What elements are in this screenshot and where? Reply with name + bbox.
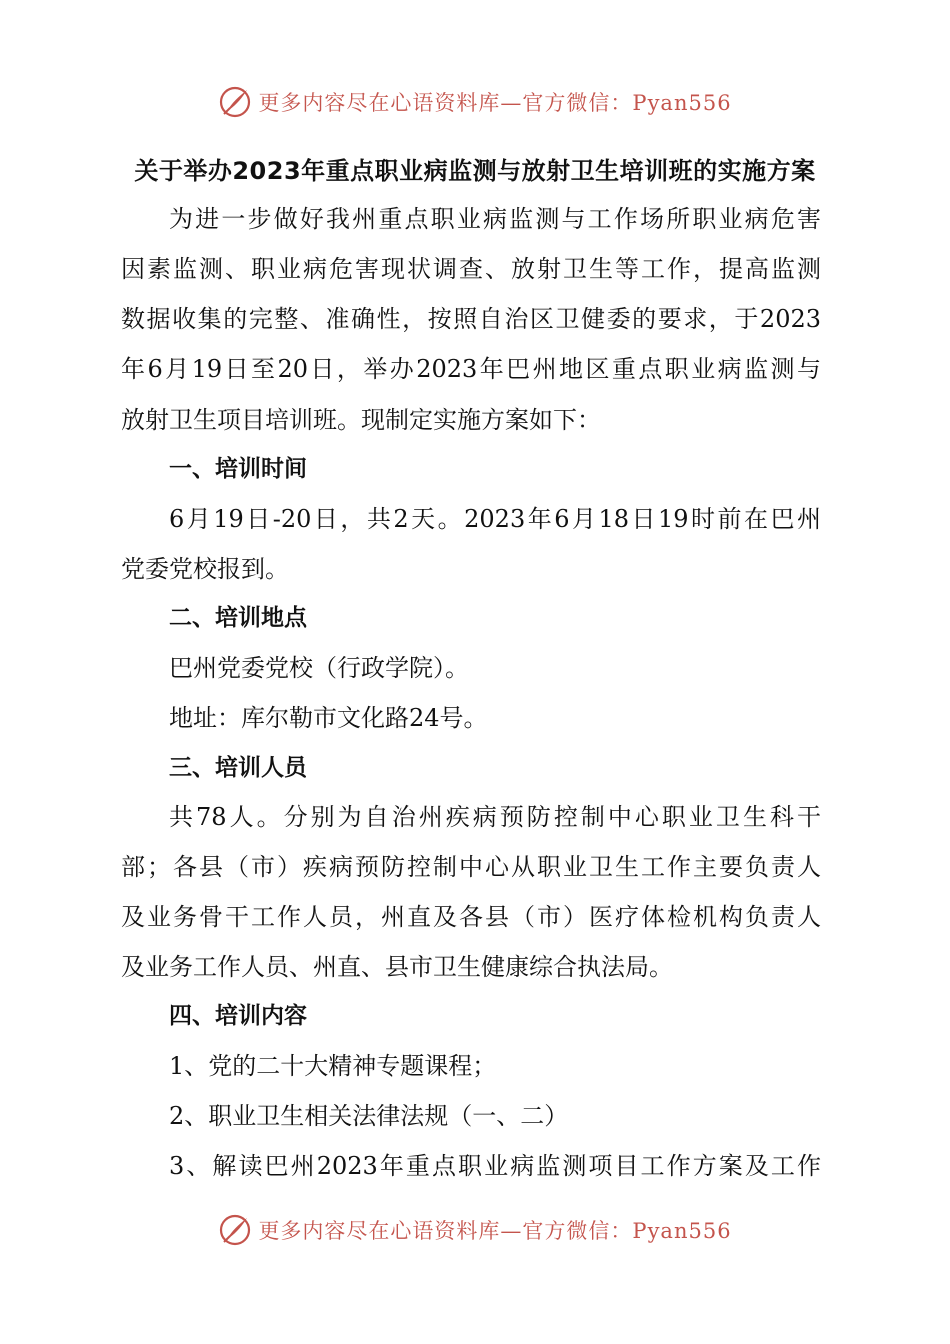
section3-line: 部；各县（市）疾病预防控制中心从职业卫生工作主要负责人 bbox=[121, 853, 821, 881]
section1-line: 党委党校报到。 bbox=[121, 555, 289, 583]
section-heading-location: 二、培训地点 bbox=[169, 605, 307, 631]
section3-line: 及业务工作人员、州直、县市卫生健康综合执法局。 bbox=[121, 953, 673, 981]
quill-pen-logo-icon bbox=[218, 85, 252, 119]
section4-item: 1、党的二十大精神专题课程； bbox=[169, 1052, 497, 1080]
section4-item: 3、解读巴州2023年重点职业病监测项目工作方案及工作 bbox=[169, 1152, 821, 1180]
intro-line: 因素监测、职业病危害现状调查、放射卫生等工作，提高监测 bbox=[121, 255, 821, 283]
watermark-text: 更多内容尽在心语资料库—官方微信：Pyan556 bbox=[258, 91, 732, 115]
quill-pen-logo-icon bbox=[218, 1213, 252, 1247]
section1-line: 6月19日-20日，共2天。2023年6月18日19时前在巴州 bbox=[169, 505, 821, 533]
section2-line: 巴州党委党校（行政学院）。 bbox=[169, 654, 469, 682]
watermark-top bbox=[0, 82, 950, 122]
section-heading-content: 四、培训内容 bbox=[169, 1003, 307, 1029]
section4-item: 2、职业卫生相关法律法规（一、二） bbox=[169, 1102, 569, 1130]
intro-line: 为进一步做好我州重点职业病监测与工作场所职业病危害 bbox=[169, 205, 821, 233]
section-heading-time: 一、培训时间 bbox=[169, 456, 307, 482]
intro-line: 放射卫生项目培训班。现制定实施方案如下： bbox=[121, 406, 601, 434]
watermark-text: 更多内容尽在心语资料库—官方微信：Pyan556 bbox=[258, 1219, 732, 1243]
section3-line: 及业务骨干工作人员，州直及各县（市）医疗体检机构负责人 bbox=[121, 903, 821, 931]
intro-line: 数据收集的完整、准确性，按照自治区卫健委的要求，于2023 bbox=[121, 305, 821, 333]
section2-line: 地址：库尔勒市文化路24号。 bbox=[169, 704, 488, 732]
watermark-bottom bbox=[0, 1210, 950, 1250]
section-heading-personnel: 三、培训人员 bbox=[169, 755, 307, 781]
document-title: 关于举办2023年重点职业病监测与放射卫生培训班的实施方案 bbox=[134, 157, 816, 185]
section3-line: 共78人。分别为自治州疾病预防控制中心职业卫生科干 bbox=[169, 803, 821, 831]
intro-line: 年6月19日至20日，举办2023年巴州地区重点职业病监测与 bbox=[121, 355, 821, 383]
